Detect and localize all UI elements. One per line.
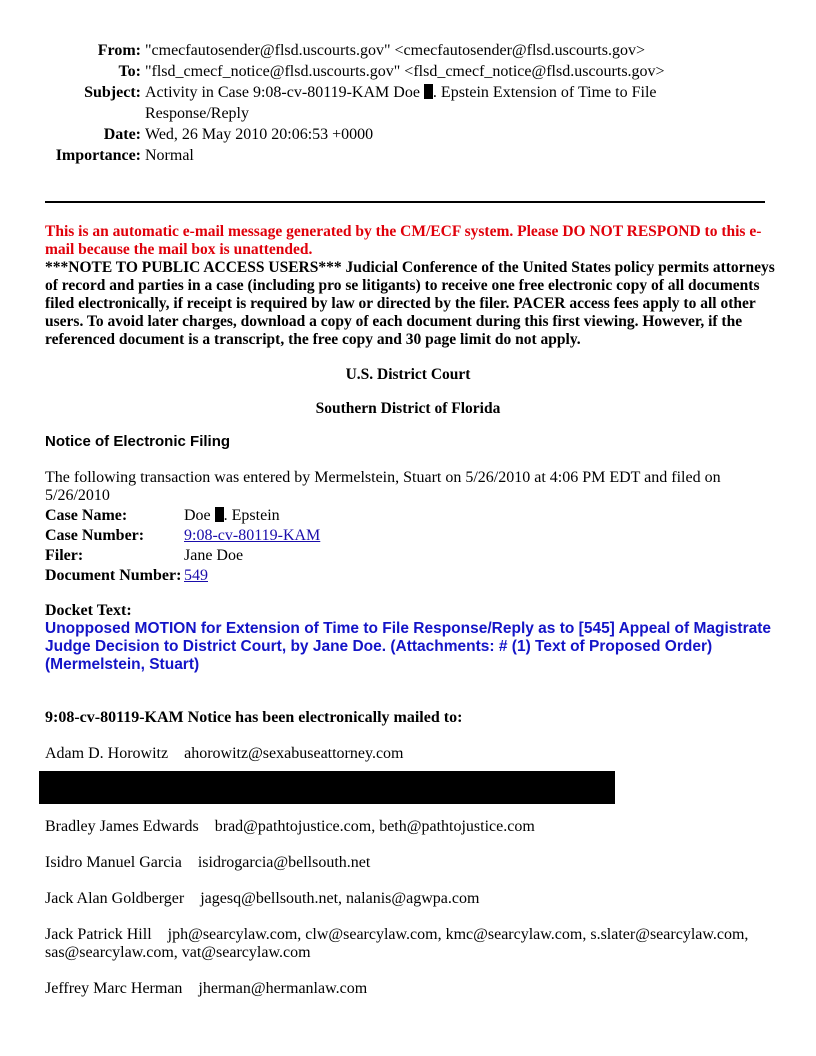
importance-value: Normal xyxy=(145,147,194,164)
filer-row xyxy=(45,546,320,566)
transaction-text: The following transaction was entered by Mermelstein, Stuart on 5/26/2010 at 4:06 PM EDT and filed on 5/26/2010 xyxy=(45,469,721,504)
subject-value xyxy=(145,82,685,124)
from-row xyxy=(0,40,816,61)
case-number-row xyxy=(45,526,320,546)
document-number-link[interactable]: 549 xyxy=(184,567,208,584)
recipient-emails: ahorowitz@sexabuseattorney.com xyxy=(184,745,404,762)
document-number-row xyxy=(45,566,320,586)
court-name: U.S. District Court xyxy=(345,366,471,383)
recipient-emails: jagesq@bellsouth.net, nalanis@agwpa.com xyxy=(200,890,480,907)
date-row xyxy=(0,124,816,145)
mailed-to-heading: 9:08-cv-80119-KAM Notice has been electronically mailed to: xyxy=(45,709,463,726)
auto-message-warning: This is an automatic e-mail message generated by the CM/ECF system. Please DO NOT RESPOND to this e-mail because the mail box is unattended. xyxy=(45,223,762,258)
document-number-label: Document Number: xyxy=(45,567,182,584)
to-row xyxy=(0,61,816,82)
recipient-emails: isidrogarcia@bellsouth.net xyxy=(197,854,371,871)
case-name-value xyxy=(184,506,280,526)
court-district: Southern District of Florida xyxy=(315,400,501,417)
case-name-label: Case Name: xyxy=(45,507,128,524)
case-name-end: . Epstein xyxy=(223,507,280,524)
case-number-label: Case Number: xyxy=(45,527,145,544)
date-value: Wed, 26 May 2010 20:06:53 +0000 xyxy=(145,126,374,143)
header-divider xyxy=(45,201,765,203)
to-value: "flsd_cmecf_notice@flsd.uscourts.gov" <flsd_cmecf_notice@flsd.uscourts.gov> xyxy=(145,63,665,80)
recipient-name: Jack Alan Goldberger xyxy=(45,890,185,907)
filer-value: Jane Doe xyxy=(184,547,244,564)
date-label: Date: xyxy=(103,126,141,143)
case-name-start: Doe xyxy=(184,507,211,524)
subject-text-start: Activity in Case 9:08-cv-80119-KAM Doe xyxy=(145,84,420,101)
redaction-mark xyxy=(424,84,433,99)
recipient-name: Jack Patrick Hill xyxy=(45,926,152,943)
importance-label: Importance: xyxy=(55,147,141,164)
recipient-name: Bradley James Edwards xyxy=(45,818,199,835)
email-header xyxy=(0,40,816,166)
recipient-row xyxy=(45,890,780,908)
filer-label: Filer: xyxy=(45,547,84,564)
subject-row xyxy=(0,82,816,124)
case-name-row xyxy=(45,506,320,526)
recipient-name: Jeffrey Marc Herman xyxy=(45,980,183,997)
case-info-table xyxy=(45,506,320,586)
from-value: "cmecfautosender@flsd.uscourts.gov" <cmecfautosender@flsd.uscourts.gov> xyxy=(145,42,645,59)
recipient-name: Isidro Manuel Garcia xyxy=(45,854,182,871)
nef-title: Notice of Electronic Filing xyxy=(45,433,231,450)
docket-text-label: Docket Text: xyxy=(45,602,132,619)
subject-label: Subject: xyxy=(84,84,141,101)
recipient-row xyxy=(45,926,780,962)
to-label: To: xyxy=(118,63,141,80)
recipient-row xyxy=(45,745,780,763)
subject-text-end: . Epstein Extension of Time to File Response/Reply xyxy=(145,84,657,122)
importance-row xyxy=(0,145,816,166)
from-label: From: xyxy=(97,42,141,59)
public-access-note: ***NOTE TO PUBLIC ACCESS USERS*** Judicial Conference of the United States policy permits attorneys of record and parties in a case (including pro se litigants) to receive one free electronic copy of all documents filed electronically, if receipt is required by law or directed by the filer. PACER access fees apply to all other users. To avoid later charges, download a copy of each document during this first viewing. However, if the referenced document is a transcript, the free copy and 30 page limit do not apply. xyxy=(45,259,775,348)
docket-text: Unopposed MOTION for Extension of Time to File Response/Reply as to [545] Appeal of Magistrate Judge Decision to District Court, by Jane Doe. (Attachments: # (1) Text of Proposed Order)(Mermelstein, Stuart) xyxy=(45,620,772,673)
recipient-name: Adam D. Horowitz xyxy=(45,745,169,762)
recipient-emails: brad@pathtojustice.com, beth@pathtojustice.com xyxy=(214,818,535,835)
recipient-row xyxy=(45,980,780,998)
redaction-mark xyxy=(215,507,224,522)
redaction-bar xyxy=(39,771,615,804)
recipient-emails: jherman@hermanlaw.com xyxy=(198,980,368,997)
recipient-row xyxy=(45,854,780,872)
recipient-emails: jph@searcylaw.com, clw@searcylaw.com, kmc@searcylaw.com, s.slater@searcylaw.com, sas@searcylaw.com, vat@searcylaw.com xyxy=(45,926,749,961)
case-number-link[interactable]: 9:08-cv-80119-KAM xyxy=(184,527,321,544)
recipient-row xyxy=(45,818,780,836)
